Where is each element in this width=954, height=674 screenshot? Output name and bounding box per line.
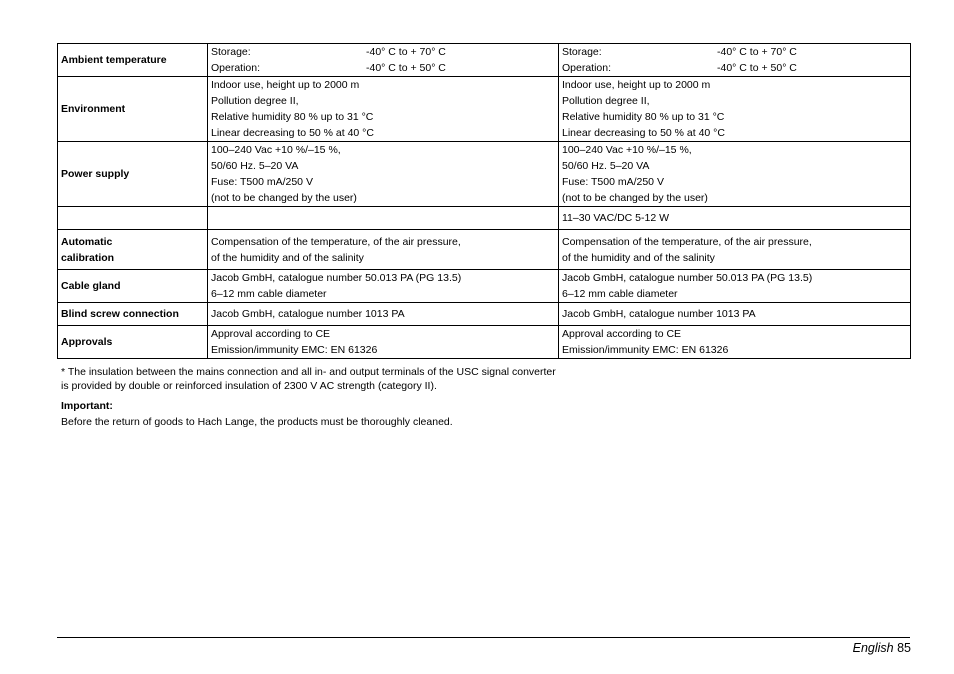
spec-value: -40° C to + 70° C	[717, 46, 797, 58]
table-row	[58, 270, 911, 303]
row-label: Ambient temperature	[58, 44, 208, 77]
row-label-line: calibration	[61, 251, 115, 264]
page-footer	[853, 641, 911, 655]
spec-line: of the humidity and of the salinity	[562, 251, 715, 264]
table-row	[58, 77, 911, 142]
spec-line: Relative humidity 80 % up to 31 °C	[211, 111, 374, 123]
spec-cell	[208, 270, 559, 303]
spec-cell	[208, 326, 559, 359]
spec-cell	[559, 303, 911, 326]
spec-line: Linear decreasing to 50 % at 40 °C	[562, 127, 725, 139]
row-label: Approvals	[58, 326, 208, 359]
specifications-table	[57, 43, 911, 359]
spec-line: 100–240 Vac +10 %/–15 %,	[562, 144, 692, 156]
row-label: Blind screw connection	[58, 303, 208, 326]
spec-line: Compensation of the temperature, of the air pressure,	[211, 235, 461, 248]
spec-line: Pollution degree II,	[211, 95, 299, 107]
table-row	[58, 230, 911, 270]
spec-cell	[208, 142, 559, 207]
spec-line: Compensation of the temperature, of the air pressure,	[562, 235, 812, 248]
row-label: Environment	[58, 77, 208, 142]
spec-key: Storage:	[211, 46, 251, 58]
footnote-line: * The insulation between the mains connection and all in- and output terminals of the USC signal converter	[61, 366, 556, 378]
spec-line: Indoor use, height up to 2000 m	[211, 79, 360, 91]
spec-line: Fuse: T500 mA/250 V	[211, 176, 313, 188]
spec-value: -40° C to + 50° C	[717, 62, 797, 74]
spec-cell	[208, 44, 559, 77]
spec-line: 6–12 mm cable diameter	[562, 288, 678, 300]
spec-cell	[559, 77, 911, 142]
spec-cell	[559, 270, 911, 303]
spec-line: Jacob GmbH, catalogue number 1013 PA	[562, 308, 756, 320]
spec-line: 11–30 VAC/DC 5-12 W	[562, 212, 669, 224]
spec-cell	[208, 230, 559, 270]
spec-key: Operation:	[211, 62, 261, 74]
spec-line: 50/60 Hz. 5–20 VA	[211, 160, 299, 172]
spec-line: 6–12 mm cable diameter	[211, 288, 327, 300]
footer-divider	[57, 637, 910, 638]
spec-line: Emission/immunity EMC: EN 61326	[211, 344, 378, 356]
spec-line: Jacob GmbH, catalogue number 1013 PA	[211, 308, 405, 320]
spec-line: Indoor use, height up to 2000 m	[562, 79, 711, 91]
table-row	[58, 326, 911, 359]
row-label	[58, 230, 208, 270]
spec-cell	[208, 77, 559, 142]
spec-line: Pollution degree II,	[562, 95, 650, 107]
spec-line: Fuse: T500 mA/250 V	[562, 176, 664, 188]
spec-line: of the humidity and of the salinity	[211, 251, 364, 264]
spec-value: -40° C to + 70° C	[366, 46, 446, 58]
spec-line: Approval according to CE	[562, 328, 682, 340]
spec-cell	[559, 326, 911, 359]
spec-cell	[559, 142, 911, 207]
spec-value: -40° C to + 50° C	[366, 62, 446, 74]
important-text: Before the return of goods to Hach Lange, the products must be thoroughly cleaned.	[61, 416, 453, 428]
important-heading: Important:	[61, 400, 113, 412]
table-row	[58, 207, 911, 230]
insulation-footnote	[61, 365, 556, 393]
spec-line: Jacob GmbH, catalogue number 50.013 PA (PG 13.5)	[562, 272, 813, 284]
footnote-line: is provided by double or reinforced insulation of 2300 V AC strength (category II).	[61, 380, 437, 392]
spec-key: Storage:	[562, 46, 602, 58]
row-label: Cable gland	[58, 270, 208, 303]
spec-line: Linear decreasing to 50 % at 40 °C	[211, 127, 374, 139]
spec-line: (not to be changed by the user)	[562, 192, 708, 204]
spec-line: Emission/immunity EMC: EN 61326	[562, 344, 729, 356]
row-label-line: Automatic	[61, 235, 113, 248]
spec-line: (not to be changed by the user)	[211, 192, 357, 204]
spec-cell	[559, 207, 911, 230]
table-row	[58, 142, 911, 207]
row-label: Power supply	[58, 142, 208, 207]
spec-line: Jacob GmbH, catalogue number 50.013 PA (PG 13.5)	[211, 272, 462, 284]
table-row	[58, 303, 911, 326]
spec-line: Relative humidity 80 % up to 31 °C	[562, 111, 725, 123]
spec-key: Operation:	[562, 62, 612, 74]
spec-cell	[559, 44, 911, 77]
spec-line: 50/60 Hz. 5–20 VA	[562, 160, 650, 172]
spec-line: Approval according to CE	[211, 328, 331, 340]
spec-cell	[208, 303, 559, 326]
table-row	[58, 44, 911, 77]
page-number: 85	[897, 641, 911, 655]
row-label	[58, 207, 208, 230]
spec-cell	[559, 230, 911, 270]
footer-language: English	[852, 641, 894, 655]
spec-line: 100–240 Vac +10 %/–15 %,	[211, 144, 341, 156]
spec-cell	[208, 207, 559, 230]
